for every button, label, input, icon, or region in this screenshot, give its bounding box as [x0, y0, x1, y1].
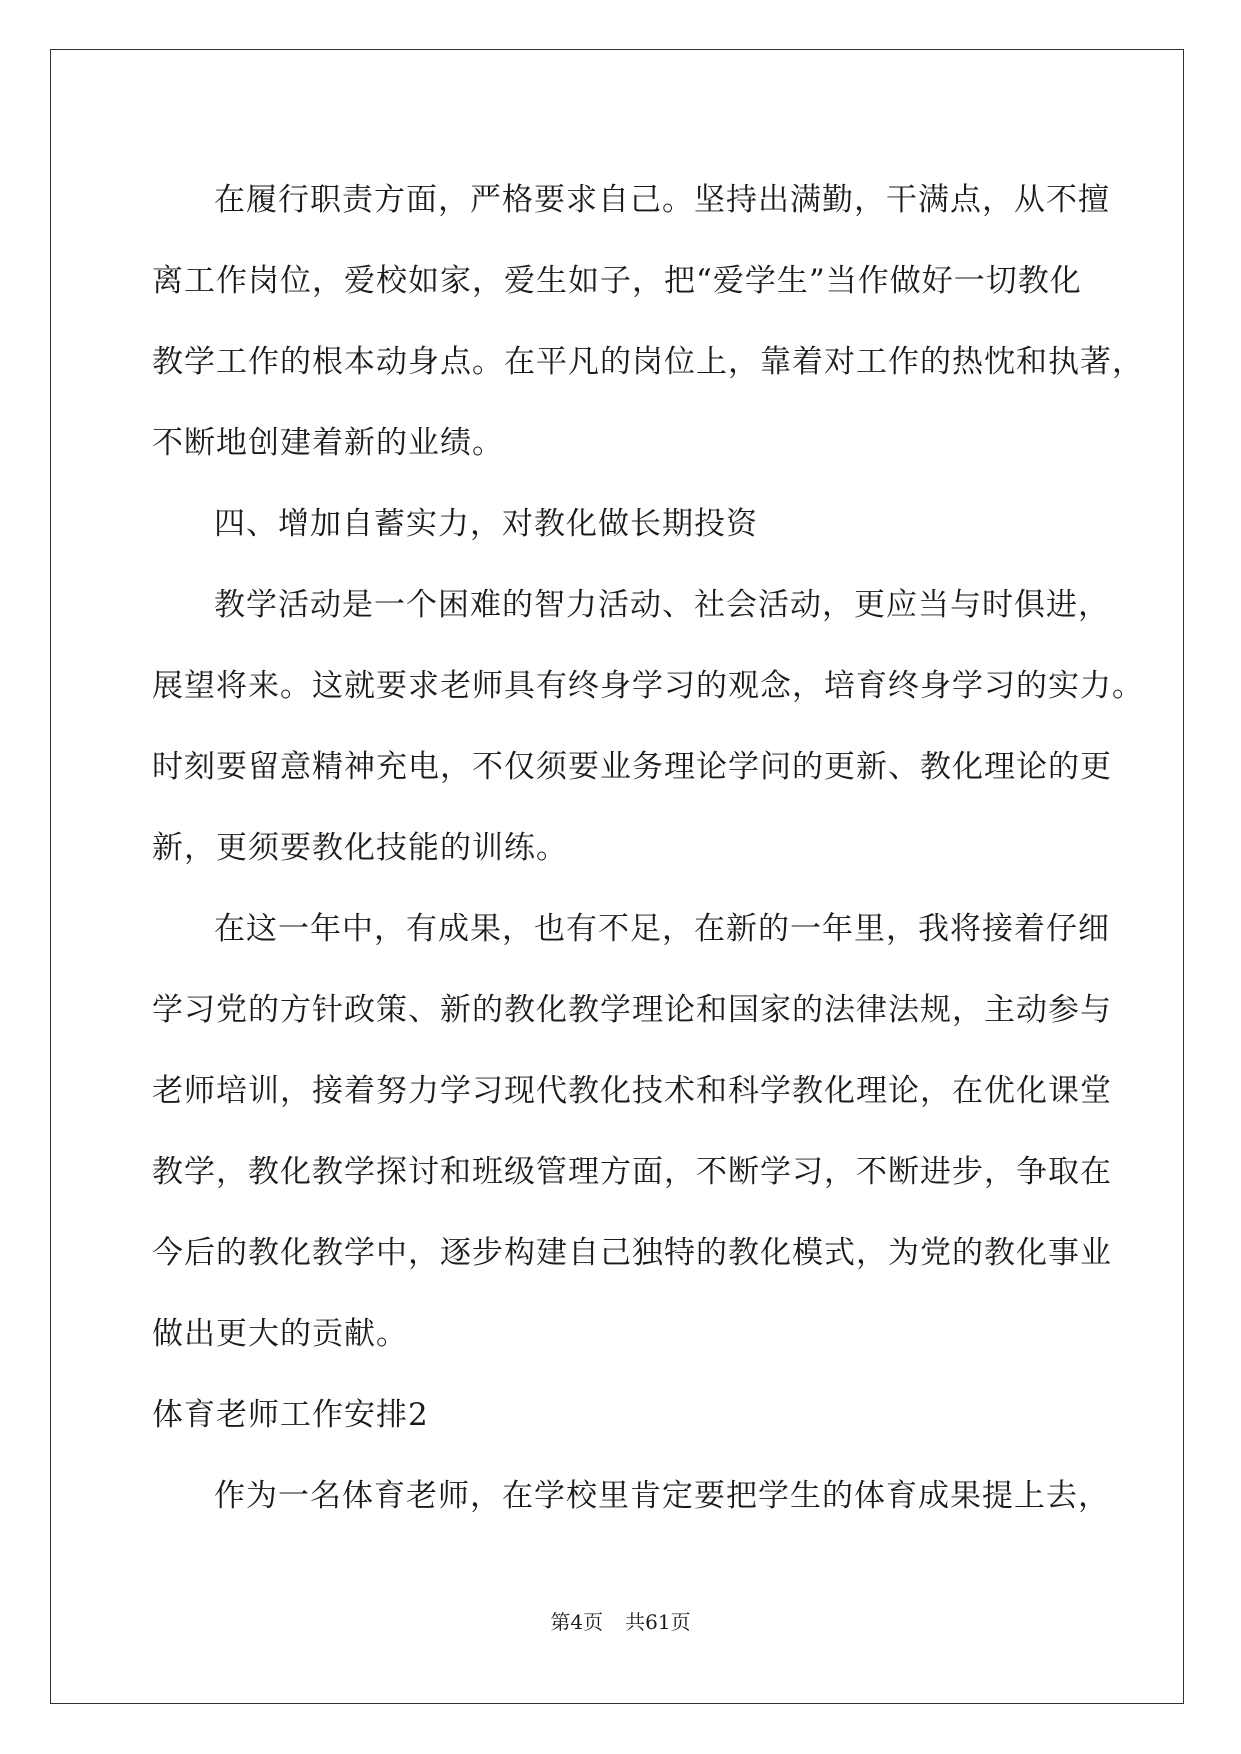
text-line: 四、增加自蓄实力，对教化做长期投资: [214, 506, 758, 542]
paragraph-summary: [152, 889, 1112, 1375]
text-line: 教学工作的根本动身点。在平凡的岗位上，靠着对工作的热忱和执著，: [152, 344, 1144, 380]
page-number: 第4页: [550, 1610, 604, 1634]
document-body: [152, 160, 1144, 1537]
text-line: 不断地创建着新的业绩。: [152, 425, 504, 461]
subheading-four: [152, 484, 1092, 565]
page-footer: [0, 1610, 1241, 1634]
text-line: 离工作岗位，爱校如家，爱生如子，把“爱学生”当作做好一切教化: [152, 263, 1082, 299]
paragraph-pe-teacher: [152, 1456, 1110, 1537]
text-line: 展望将来。这就要求老师具有终身学习的观念，培育终身学习的实力。: [152, 668, 1144, 704]
text-line: 学习党的方针政策、新的教化教学理论和国家的法律法规，主动参与: [152, 992, 1112, 1028]
text-line: 时刻要留意精神充电，不仅须要业务理论学问的更新、教化理论的更: [152, 749, 1112, 785]
text-line: 作为一名体育老师，在学校里肯定要把学生的体育成果提上去，: [214, 1478, 1110, 1514]
text-line: 教学，教化教学探讨和班级管理方面，不断学习，不断进步，争取在: [152, 1154, 1112, 1190]
section-heading: 体育老师工作安排2: [152, 1397, 429, 1433]
text-line: 新，更须要教化技能的训练。: [152, 830, 568, 866]
text-line: 今后的教化教学中，逐步构建自己独特的教化模式，为党的教化事业: [152, 1235, 1112, 1271]
text-line: 在这一年中，有成果，也有不足，在新的一年里，我将接着仔细: [214, 911, 1110, 947]
text-line: 教学活动是一个困难的智力活动、社会活动，更应当与时俱进，: [214, 587, 1110, 623]
page-total: 共61页: [625, 1610, 691, 1634]
text-line: 老师培训，接着努力学习现代教化技术和科学教化理论，在优化课堂: [152, 1073, 1112, 1109]
text-line: 在履行职责方面，严格要求自己。坚持出满勤，干满点，从不擅: [214, 182, 1110, 218]
paragraph-learning: [152, 565, 1144, 889]
text-line: 做出更大的贡献。: [152, 1316, 408, 1352]
paragraph-duties: [152, 160, 1144, 484]
